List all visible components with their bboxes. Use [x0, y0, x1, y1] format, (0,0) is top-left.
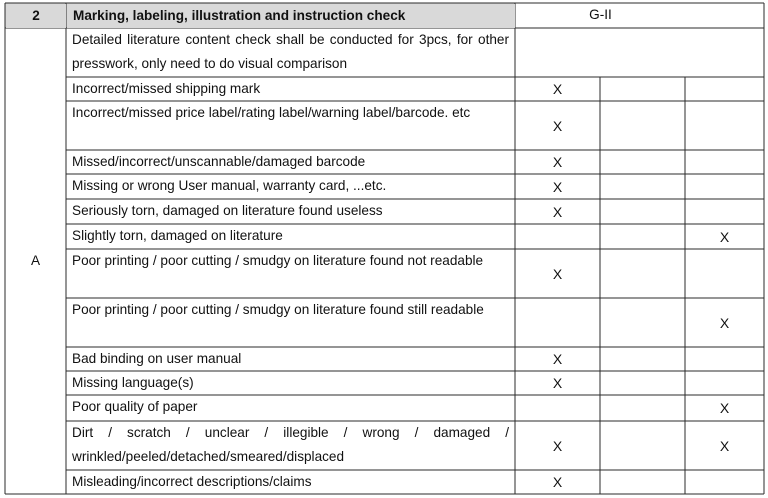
mark-cell: X: [719, 400, 730, 416]
item-text: Slightly torn, damaged on literature: [72, 228, 283, 243]
item-text: Seriously torn, damaged on literature found useless: [72, 203, 383, 218]
mark-cell: X: [552, 266, 563, 282]
mark-cell: X: [552, 351, 563, 367]
header-title: Marking, labeling, illustration and instruction check: [67, 4, 515, 28]
inspection-level: G-II: [589, 7, 612, 22]
item-text: Poor quality of paper: [72, 399, 198, 414]
mark-cell: X: [719, 438, 730, 454]
mark-cell: X: [552, 474, 563, 490]
item-text: Dirt / scratch / unclear / illegible / wrong / damaged / wrinkled/peeled/detached/smeared/displaced: [72, 425, 509, 464]
item-text: Bad binding on user manual: [72, 351, 242, 366]
mark-cell: X: [719, 315, 730, 331]
mark-cell: X: [552, 154, 563, 170]
item-text: Detailed literature content check shall be conducted for 3pcs, for other presswork, only need to do visual comparison: [72, 32, 509, 71]
mark-cell: X: [552, 81, 563, 97]
item-text: Poor printing / poor cutting / smudgy on literature found not readable: [72, 253, 484, 268]
item-text: Missing or wrong User manual, warranty card, ...etc.: [72, 178, 387, 193]
item-text: Poor printing / poor cutting / smudgy on literature found still readable: [72, 302, 484, 317]
item-text: Incorrect/missed shipping mark: [72, 81, 261, 96]
mark-cell: X: [552, 179, 563, 195]
item-text: Missing language(s): [72, 375, 194, 390]
section-label: A: [30, 253, 41, 268]
item-text: Incorrect/missed price label/rating label/warning label/barcode. etc: [72, 105, 471, 120]
mark-cell: X: [719, 229, 730, 245]
header-number: 2: [6, 4, 66, 28]
mark-cell: X: [552, 118, 563, 134]
item-text: Missed/incorrect/unscannable/damaged barcode: [72, 154, 366, 169]
item-text: Misleading/incorrect descriptions/claims: [72, 474, 312, 489]
mark-cell: X: [552, 375, 563, 391]
mark-cell: X: [552, 438, 563, 454]
mark-cell: X: [552, 204, 563, 220]
